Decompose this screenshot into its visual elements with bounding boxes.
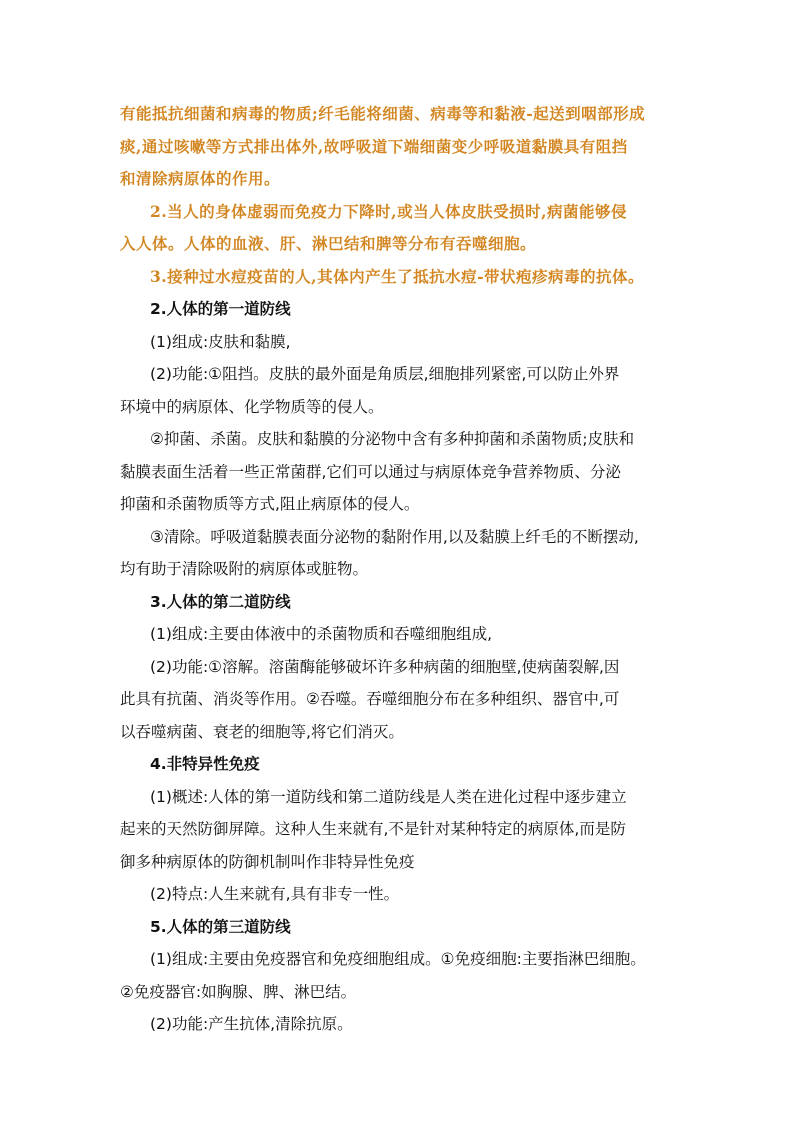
text-line: (1)组成:主要由体液中的杀菌物质和吞噬细胞组成, — [150, 625, 493, 643]
text-line: 痰,通过咳嗽等方式排出体外,故呼吸道下端细菌变少呼吸道黏膜具有阻挡 — [120, 136, 628, 156]
text-line: (2)功能:①阻挡。皮肤的最外面是角质层,细胞排列紧密,可以防止外界 — [150, 365, 620, 383]
text-line: 黏膜表面生活着一些正常菌群,它们可以通过与病原体竞争营养物质、分泌 — [120, 462, 621, 481]
section-heading-first-line-defense: 2.人体的第一道防线 — [150, 300, 291, 318]
text-line: (2)特点:人生来就有,具有非专一性。 — [150, 885, 400, 903]
text-line: (2)功能:产生抗体,清除抗原。 — [150, 1015, 353, 1033]
text-line: (1)组成:主要由免疫器官和免疫细胞组成。①免疫细胞:主要指淋巴细胞。 — [150, 950, 646, 968]
section-heading-third-line-defense: 5.人体的第三道防线 — [150, 917, 291, 936]
text-line: ②免疫器官:如胸腺、脾、淋巴结。 — [120, 982, 357, 1001]
text-line: 起来的天然防御屏障。这种人生来就有,不是针对某种特定的病原体,而是防 — [120, 820, 626, 838]
section-heading-nonspecific-immunity: 4.非特异性免疫 — [150, 755, 260, 773]
first-line-clearance-block — [120, 521, 678, 586]
text-line: (1)概述:人体的第一道防线和第二道防线是人类在进化过程中逐步建立 — [150, 787, 627, 806]
orange-paragraph-1 — [120, 98, 678, 196]
text-line: (2)功能:①溶解。溶菌酶能够破坏许多种病菌的细胞壁,使病菌裂解,因 — [150, 657, 620, 676]
text-line: 此具有抗菌、消炎等作用。②吞噬。吞噬细胞分布在多种组织、器官中,可 — [120, 690, 620, 708]
orange-paragraph-2 — [120, 196, 678, 261]
text-line: 均有助于清除吸附的病原体或脏物。 — [120, 560, 369, 578]
text-line: 环境中的病原体、化学物质等的侵人。 — [120, 397, 384, 416]
first-line-function-block — [120, 358, 678, 423]
second-line-composition — [120, 618, 678, 651]
orange-paragraph-3 — [120, 261, 678, 294]
text-line: 有能抵抗细菌和病毒的物质;纤毛能将细菌、病毒等和黏液-起送到咽部形成 — [120, 104, 646, 123]
text-line: 2.当人的身体虚弱而免疫力下降时,或当人体皮肤受损时,病菌能够侵 — [150, 201, 627, 221]
text-line: 3.接种过水痘疫苗的人,其体内产生了抵抗水痘-带状疱疹病毒的抗体。 — [150, 266, 645, 286]
section-heading-second-line-defense: 3.人体的第二道防线 — [150, 592, 291, 611]
first-line-composition — [120, 326, 678, 359]
text-line: 以吞噬病菌、衰老的细胞等,将它们消灭。 — [120, 722, 404, 741]
text-line: ③清除。呼吸道黏膜表面分泌物的黏附作用,以及黏膜上纤毛的不断摆动, — [150, 527, 639, 546]
text-line: 入人体。人体的血液、肝、淋巴结和脾等分布有吞噬细胞。 — [120, 234, 537, 253]
second-line-function-block — [120, 651, 678, 749]
third-line-composition-block — [120, 943, 678, 1008]
third-line-function — [120, 1008, 678, 1041]
text-line: ②抑菌、杀菌。皮肤和黏膜的分泌物中含有多种抑菌和杀菌物质;皮肤和 — [150, 430, 635, 448]
text-line: 抑菌和杀菌物质等方式,阻止病原体的侵人。 — [120, 495, 420, 513]
text-line: (1)组成:皮肤和黏膜, — [150, 332, 291, 351]
first-line-antibacterial-block — [120, 423, 678, 521]
text-line: 和清除病原体的作用。 — [120, 169, 281, 188]
text-line: 御多种病原体的防御机制叫作非特异性免疫 — [120, 852, 415, 871]
nonspecific-overview-block — [120, 781, 678, 879]
nonspecific-features — [120, 878, 678, 911]
